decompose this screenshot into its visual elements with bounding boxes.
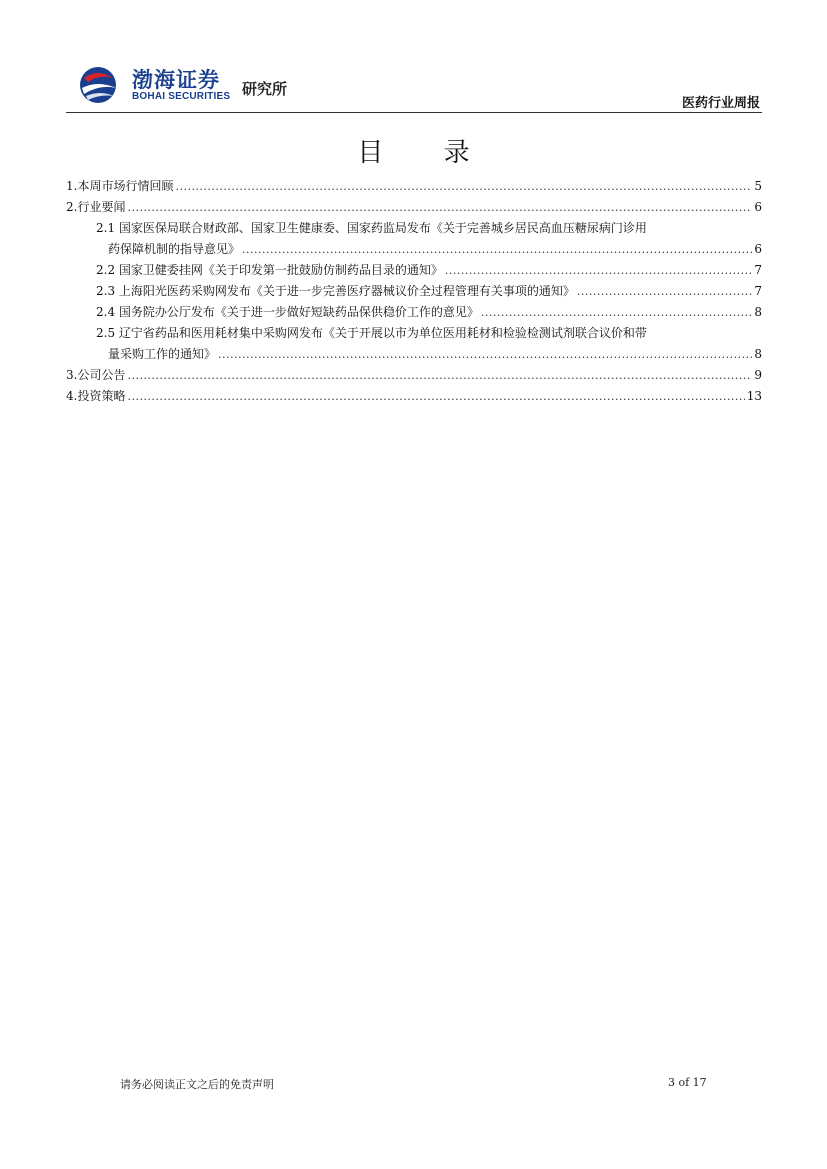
toc-entry-text: 2.5 辽宁省药品和医用耗材集中采购网发布《关于开展以市为单位医用耗材和检验检测试剂联合议价和带 <box>96 326 647 340</box>
bohai-logo-icon <box>78 64 126 106</box>
toc-entry-text: 4.投资策略 <box>66 389 126 403</box>
toc-entry[interactable] <box>66 386 762 407</box>
toc-entry-text: 2.4 国务院办公厅发布《关于进一步做好短缺药品保供稳价工作的意见》 <box>96 305 479 319</box>
logo-chinese-name: 渤海证券 <box>132 68 220 92</box>
toc-entry-page: 7 <box>754 284 762 298</box>
toc-entry-page: 13 <box>746 389 762 403</box>
toc-entry-page: 8 <box>754 305 762 319</box>
company-logo <box>78 64 318 106</box>
logo-english-name: BOHAI SECURITIES <box>132 91 231 102</box>
toc-leader-dots <box>577 281 752 302</box>
toc-leader-dots <box>175 176 752 197</box>
toc-entry-page: 9 <box>754 368 762 382</box>
toc-entry[interactable] <box>66 302 762 323</box>
report-type-label: 医药行业周报 <box>681 96 760 111</box>
toc-entry-text: 2.行业要闻 <box>66 200 126 214</box>
toc-entry-page: 7 <box>754 263 762 277</box>
toc-entry[interactable] <box>66 260 762 281</box>
toc-entry-page: 6 <box>754 200 762 214</box>
toc-entry-page: 8 <box>754 347 762 361</box>
institute-label: 研究所 <box>242 80 288 98</box>
toc-entry[interactable] <box>66 323 762 365</box>
toc-entry-text: 2.1 国家医保局联合财政部、国家卫生健康委、国家药监局发布《关于完善城乡居民高血压糖尿病门诊用 <box>96 221 647 235</box>
toc-entry[interactable] <box>66 197 762 218</box>
disclaimer-note: 请务必阅读正文之后的免责声明 <box>120 1078 274 1091</box>
page-number: 3 of 17 <box>668 1076 707 1089</box>
toc-entry[interactable] <box>66 218 762 260</box>
toc-entry-text-continued: 药保障机制的指导意见》 <box>108 242 241 256</box>
toc-entry-page: 5 <box>754 179 762 193</box>
toc-entry-page: 6 <box>754 242 762 256</box>
page-header <box>66 60 762 112</box>
toc-entry-text: 1.本周市场行情回顾 <box>66 179 174 193</box>
toc-leader-dots <box>242 239 752 260</box>
toc-entry[interactable] <box>66 365 762 386</box>
toc-entry-text: 3.公司公告 <box>66 368 126 382</box>
toc-leader-dots <box>218 344 752 365</box>
toc-leader-dots <box>127 197 752 218</box>
toc-entry-text: 2.3 上海阳光医药采购网发布《关于进一步完善医疗器械议价全过程管理有关事项的通知》 <box>96 284 575 298</box>
toc-leader-dots <box>445 260 752 281</box>
toc-title: 目 录 <box>357 138 496 168</box>
toc-leader-dots <box>127 365 752 386</box>
toc-leader-dots <box>127 386 744 407</box>
toc-entry[interactable] <box>66 281 762 302</box>
header-divider <box>66 112 762 113</box>
toc-leader-dots <box>481 302 752 323</box>
toc-entry-text: 2.2 国家卫健委挂网《关于印发第一批鼓励仿制药品目录的通知》 <box>96 263 443 277</box>
toc-entry[interactable] <box>66 176 762 197</box>
toc-entry-text-continued: 量采购工作的通知》 <box>108 347 217 361</box>
table-of-contents <box>66 176 762 407</box>
